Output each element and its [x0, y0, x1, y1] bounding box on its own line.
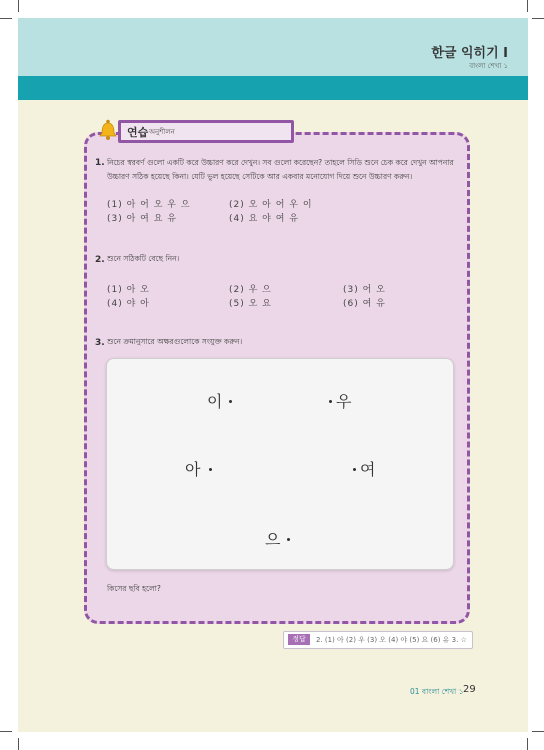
- match-char: 우: [336, 392, 352, 411]
- crop-mark: [18, 0, 19, 12]
- footer-chapter: 01 বাংলা শেখা ১: [410, 687, 464, 696]
- question-instruction: নিচের স্বরবর্ণ গুলো একটি করে উচ্চারণ করে দেখুন। সব গুলো করেছেন? তাহলে সিডি শুনে চেক করে দেখুন আপনার: [107, 158, 454, 167]
- practice-item: (3) 어 오: [343, 285, 386, 295]
- match-char: 으: [265, 530, 281, 549]
- page: [18, 18, 528, 732]
- question-number: 3.: [95, 338, 105, 348]
- practice-item: (2) 오 아 어 우 이: [229, 200, 313, 210]
- practice-item: (5) 오 요: [229, 299, 272, 309]
- practice-item: (1) 아 오: [107, 285, 150, 295]
- practice-item: (4) 야 아: [107, 299, 150, 309]
- match-dot[interactable]: [329, 400, 332, 403]
- question-instruction: শুনে ক্রমানুসারে অক্ষরগুলোকে সংযুক্ত করুন।: [107, 337, 243, 346]
- match-dot[interactable]: [229, 400, 232, 403]
- match-char: 이: [207, 392, 223, 411]
- section-banner: [118, 120, 294, 143]
- crop-mark: [527, 0, 528, 12]
- question-instruction: শুনে সঠিকটি বেছে নিন।: [107, 254, 180, 263]
- dot-match-panel: [106, 358, 454, 570]
- practice-item: (4) 요 야 여 유: [229, 214, 299, 224]
- crop-mark: [532, 731, 544, 732]
- answer-strip: [283, 631, 473, 649]
- practice-item: (1) 아 어 오 우 으: [107, 200, 191, 210]
- crop-mark: [527, 738, 528, 750]
- crop-mark: [0, 731, 12, 732]
- bell-icon: [98, 119, 118, 141]
- answer-text: 2. (1) 아 (2) 우 (3) 오 (4) 야 (5) 요 (6) 유 3. ☆: [316, 636, 467, 644]
- header-stripe: [18, 76, 528, 100]
- match-dot[interactable]: [209, 468, 212, 471]
- match-char: 여: [360, 460, 376, 479]
- closing-question: কিসের ছবি হলো?: [107, 584, 161, 593]
- match-dot[interactable]: [353, 468, 356, 471]
- section-label-bangla: অনুশীলন: [149, 128, 175, 136]
- crop-mark: [0, 18, 12, 19]
- practice-item: (3) 아 여 요 유: [107, 214, 177, 224]
- page-number: 29: [463, 684, 476, 695]
- match-dot[interactable]: [287, 538, 290, 541]
- answer-label: 정답: [288, 634, 310, 645]
- crop-mark: [18, 738, 19, 750]
- question-number: 2.: [95, 255, 105, 265]
- crop-mark: [532, 18, 544, 19]
- chapter-subtitle: বাংলা শেখা ১: [469, 62, 508, 70]
- question-number: 1.: [95, 158, 105, 168]
- question-instruction: উচ্চারণ সঠিক হয়েছে কিনা। যেটি ভুল হয়েছে সেটিকে আর একবার মনোযোগ দিয়ে শুনে উচ্চারণ করুন।: [107, 172, 413, 181]
- section-label-korean: 연습: [127, 126, 149, 139]
- practice-item: (6) 여 유: [343, 299, 386, 309]
- chapter-title: 한글 익히기 I: [431, 46, 508, 61]
- practice-item: (2) 우 으: [229, 285, 272, 295]
- match-char: 아: [185, 460, 201, 479]
